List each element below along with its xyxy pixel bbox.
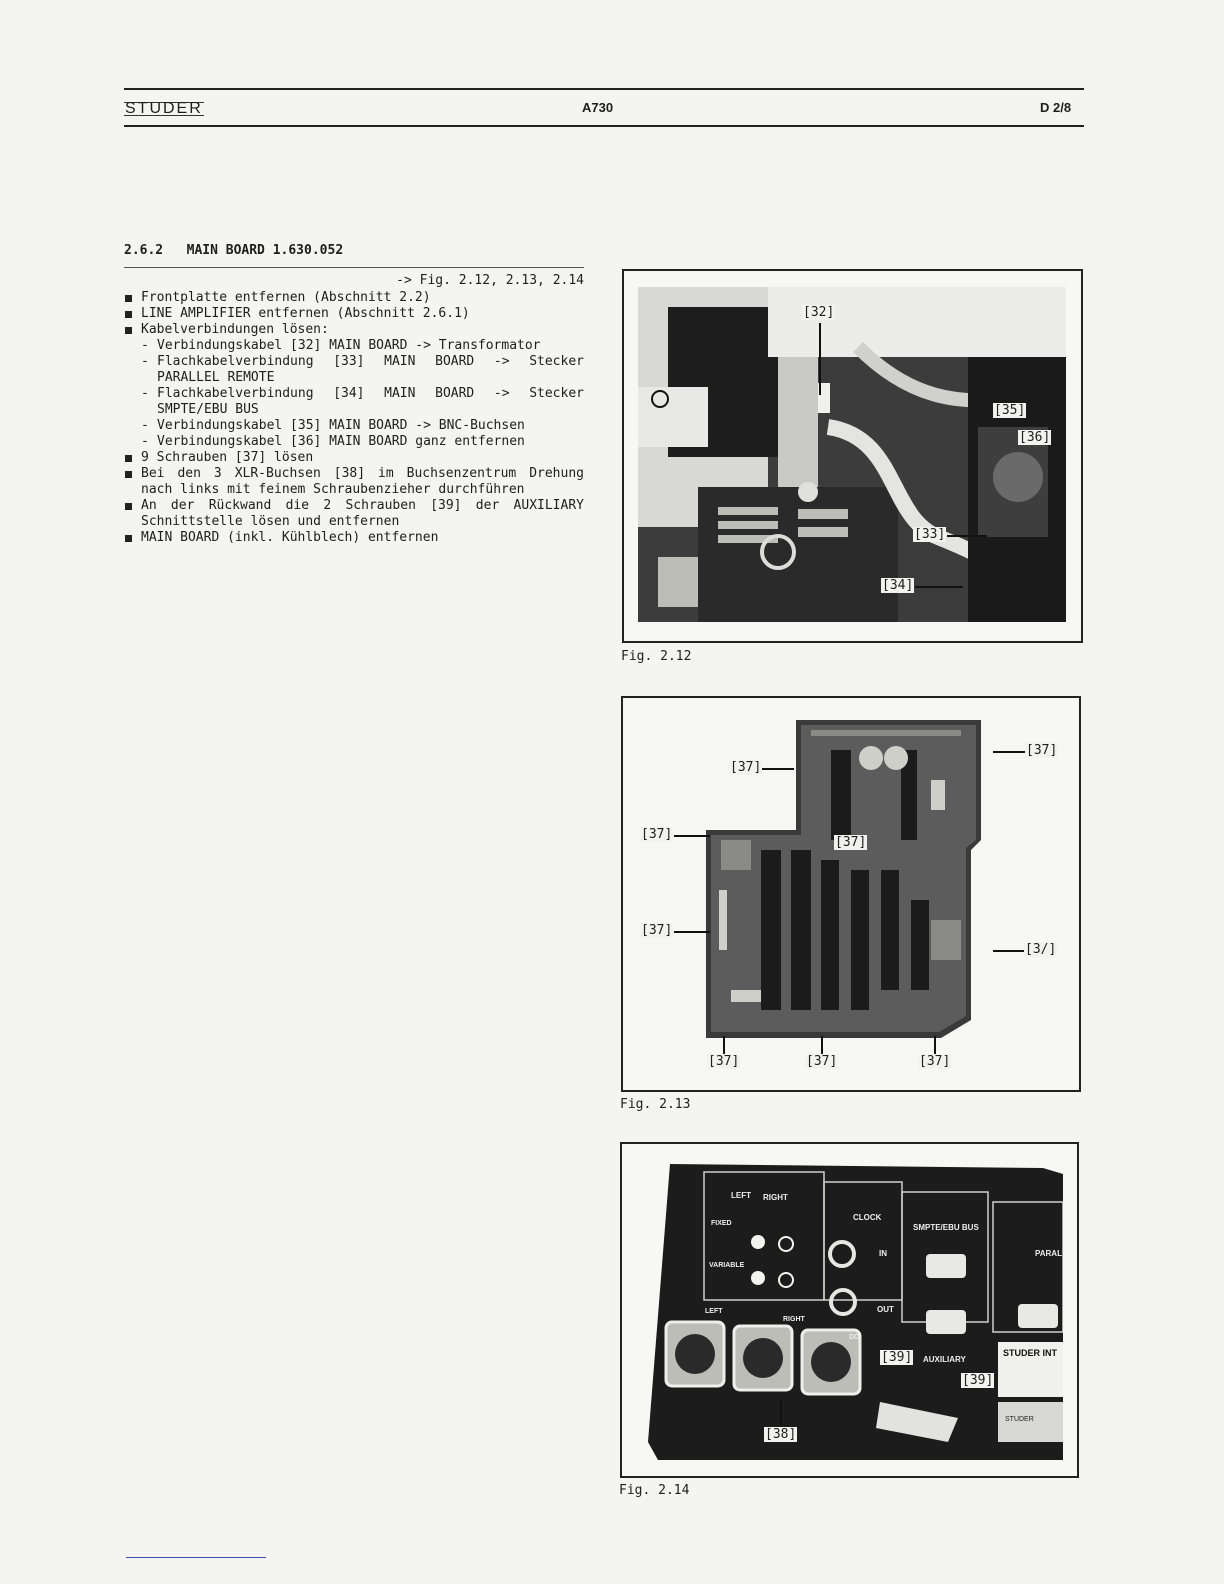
footnote-rule <box>126 1557 266 1558</box>
instruction-list <box>124 290 584 546</box>
step-item: MAIN BOARD (inkl. Kühlblech) entfernen <box>124 530 584 546</box>
leader-line <box>780 1399 782 1425</box>
page-number: D 2/8 <box>1040 100 1072 115</box>
sub-step-item: - Verbindungskabel [35] MAIN BOARD -> BNC-Buchsen <box>124 418 584 434</box>
figure-caption: Fig. 2.13 <box>620 1097 691 1112</box>
step-continuation: Schnittstelle lösen und entfernen <box>141 514 400 529</box>
studer-plate-label: STUDER INT <box>1003 1348 1057 1358</box>
leader-line <box>821 1036 823 1054</box>
panel-label-left: LEFT <box>731 1191 751 1200</box>
leader-line <box>674 835 710 837</box>
panel-label-right: RIGHT <box>763 1193 788 1202</box>
sub-step-continuation: SMPTE/EBU BUS <box>157 402 259 417</box>
figure-2-14 <box>620 1142 1079 1478</box>
panel-label-clock: CLOCK <box>853 1213 882 1222</box>
panel-label-left: LEFT <box>705 1308 723 1315</box>
callout-37: [37] <box>919 1054 951 1069</box>
step-item: An der Rückwand die 2 Schrauben [39] der AUXILIARY <box>124 498 584 514</box>
leader-line <box>762 768 794 770</box>
callout-37: [37] <box>641 827 673 842</box>
callout-35: [35] <box>994 403 1026 418</box>
brand-logo: STUDER <box>125 100 203 117</box>
panel-label-out: OUT <box>877 1305 894 1314</box>
leader-line <box>993 751 1025 753</box>
figure-caption: Fig. 2.12 <box>621 649 692 664</box>
header-rule-bottom <box>124 125 1084 127</box>
step-item: LINE AMPLIFIER entfernen (Abschnitt 2.6.1) <box>124 306 584 322</box>
panel-label-do: DO <box>849 1334 860 1341</box>
panel-label-auxiliary: AUXILIARY <box>923 1355 966 1364</box>
step-item: Frontplatte entfernen (Abschnitt 2.2) <box>124 290 584 306</box>
figure-reference: -> Fig. 2.12, 2.13, 2.14 <box>396 273 584 288</box>
callout-37: [37] <box>835 835 867 850</box>
header-rule-top <box>124 88 1084 90</box>
panel-label-parallel: PARAL <box>1035 1249 1062 1258</box>
callout-37: [3/] <box>1025 942 1057 957</box>
sub-step-continuation: PARALLEL REMOTE <box>157 370 275 385</box>
panel-label-smpte-ebu-bus: SMPTE/EBU BUS <box>913 1223 979 1232</box>
step-item: 9 Schrauben [37] lösen <box>124 450 584 466</box>
panel-label-fixed: FIXED <box>711 1220 732 1227</box>
leader-line <box>934 1036 936 1054</box>
main-board-photo-top <box>638 287 1066 622</box>
callout-37: [37] <box>806 1054 838 1069</box>
panel-label-in: IN <box>879 1249 887 1258</box>
leader-line <box>674 931 710 933</box>
sub-step-item: - Flachkabelverbindung [34] MAIN BOARD -> Stecker <box>124 386 584 402</box>
sub-step-item: - Verbindungskabel [32] MAIN BOARD -> Transformator <box>124 338 584 354</box>
model-name: A730 <box>582 100 614 115</box>
callout-37: [37] <box>641 923 673 938</box>
callout-39: [39] <box>962 1373 994 1388</box>
callout-36: [36] <box>1019 430 1051 445</box>
callout-33: [33] <box>914 527 946 542</box>
callout-39: [39] <box>881 1350 913 1365</box>
section-rule <box>124 267 584 268</box>
step-item: Bei den 3 XLR-Buchsen [38] im Buchsenzentrum Drehung <box>124 466 584 482</box>
studer-small-label: STUDER <box>1005 1416 1034 1423</box>
step-continuation: nach links mit feinem Schraubenzieher durchführen <box>141 482 525 497</box>
callout-34: [34] <box>882 578 914 593</box>
figure-caption: Fig. 2.14 <box>619 1483 690 1498</box>
leader-line <box>915 586 963 588</box>
figure-2-13 <box>621 696 1081 1092</box>
panel-label-variable: VARIABLE <box>709 1262 745 1269</box>
leader-line <box>723 1036 725 1054</box>
step-item: Kabelverbindungen lösen: <box>124 322 584 338</box>
sub-step-item: - Flachkabelverbindung [33] MAIN BOARD -> Stecker <box>124 354 584 370</box>
leader-line <box>819 323 821 395</box>
callout-37: [37] <box>708 1054 740 1069</box>
leader-line <box>947 535 987 537</box>
callout-38: [38] <box>765 1427 797 1442</box>
leader-line <box>993 950 1024 952</box>
section-title: 2.6.2 MAIN BOARD 1.630.052 <box>124 243 344 258</box>
callout-32: [32] <box>803 305 835 320</box>
callout-37: [37] <box>730 760 762 775</box>
callout-37: [37] <box>1026 743 1058 758</box>
figure-2-12 <box>622 269 1083 643</box>
panel-label-right: RIGHT <box>783 1316 805 1323</box>
sub-step-item: - Verbindungskabel [36] MAIN BOARD ganz entfernen <box>124 434 584 450</box>
